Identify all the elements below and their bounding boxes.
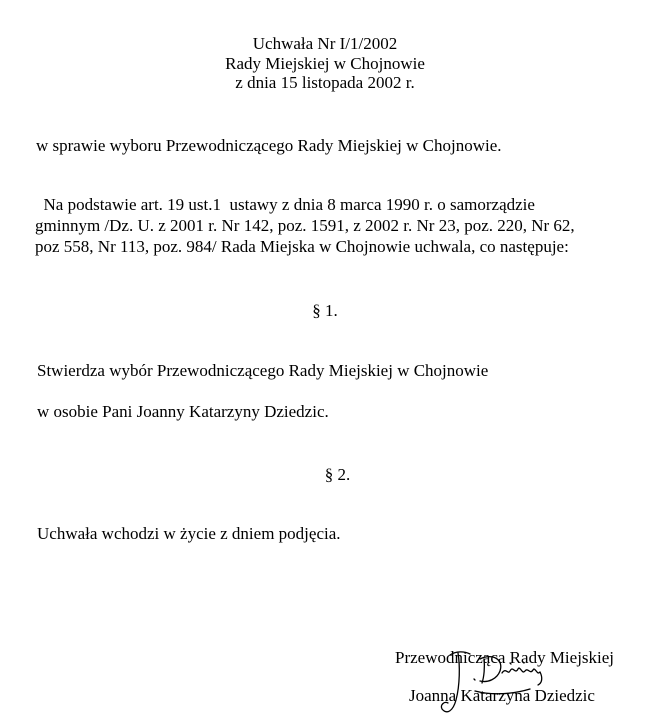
section-1-heading: § 1. [312,301,338,320]
legal-basis-line-3: poz 558, Nr 113, poz. 984/ Rada Miejska w Chojnowie uchwala, co następuje: [35,237,569,256]
signatory-name: Joanna Katarzyna Dziedzic [409,686,595,705]
resolution-header [0,33,650,92]
section-2-text: Uchwała wchodzi w życie z dniem podjęcia. [37,524,341,543]
council-name: Rady Miejskiej w Chojnowie [225,53,425,73]
handwritten-signature [430,645,560,720]
legal-basis-line-1: Na podstawie art. 19 ust.1 ustawy z dnia 8 marca 1990 r. o samorządzie [35,195,535,214]
signatory-title: Przewodnicząca Rady Miejskiej [395,648,615,667]
resolution-date: z dnia 15 listopada 2002 r. [235,73,415,92]
legal-basis-line-2: gminnym /Dz. U. z 2001 r. Nr 142, poz. 1591, z 2002 r. Nr 23, poz. 220, Nr 62, [35,216,575,235]
section-2-heading: § 2. [324,465,351,484]
resolution-subject: w sprawie wyboru Przewodniczącego Rady Miejskiej w Chojnowie. [36,136,502,155]
legal-basis [35,194,575,257]
resolution-number: Uchwała Nr I/1/2002 [252,34,398,53]
section-1-text-line-1: Stwierdza wybór Przewodniczącego Rady Miejskiej w Chojnowie [37,361,489,380]
section-1-text-line-2: w osobie Pani Joanny Katarzyny Dziedzic. [37,402,329,421]
